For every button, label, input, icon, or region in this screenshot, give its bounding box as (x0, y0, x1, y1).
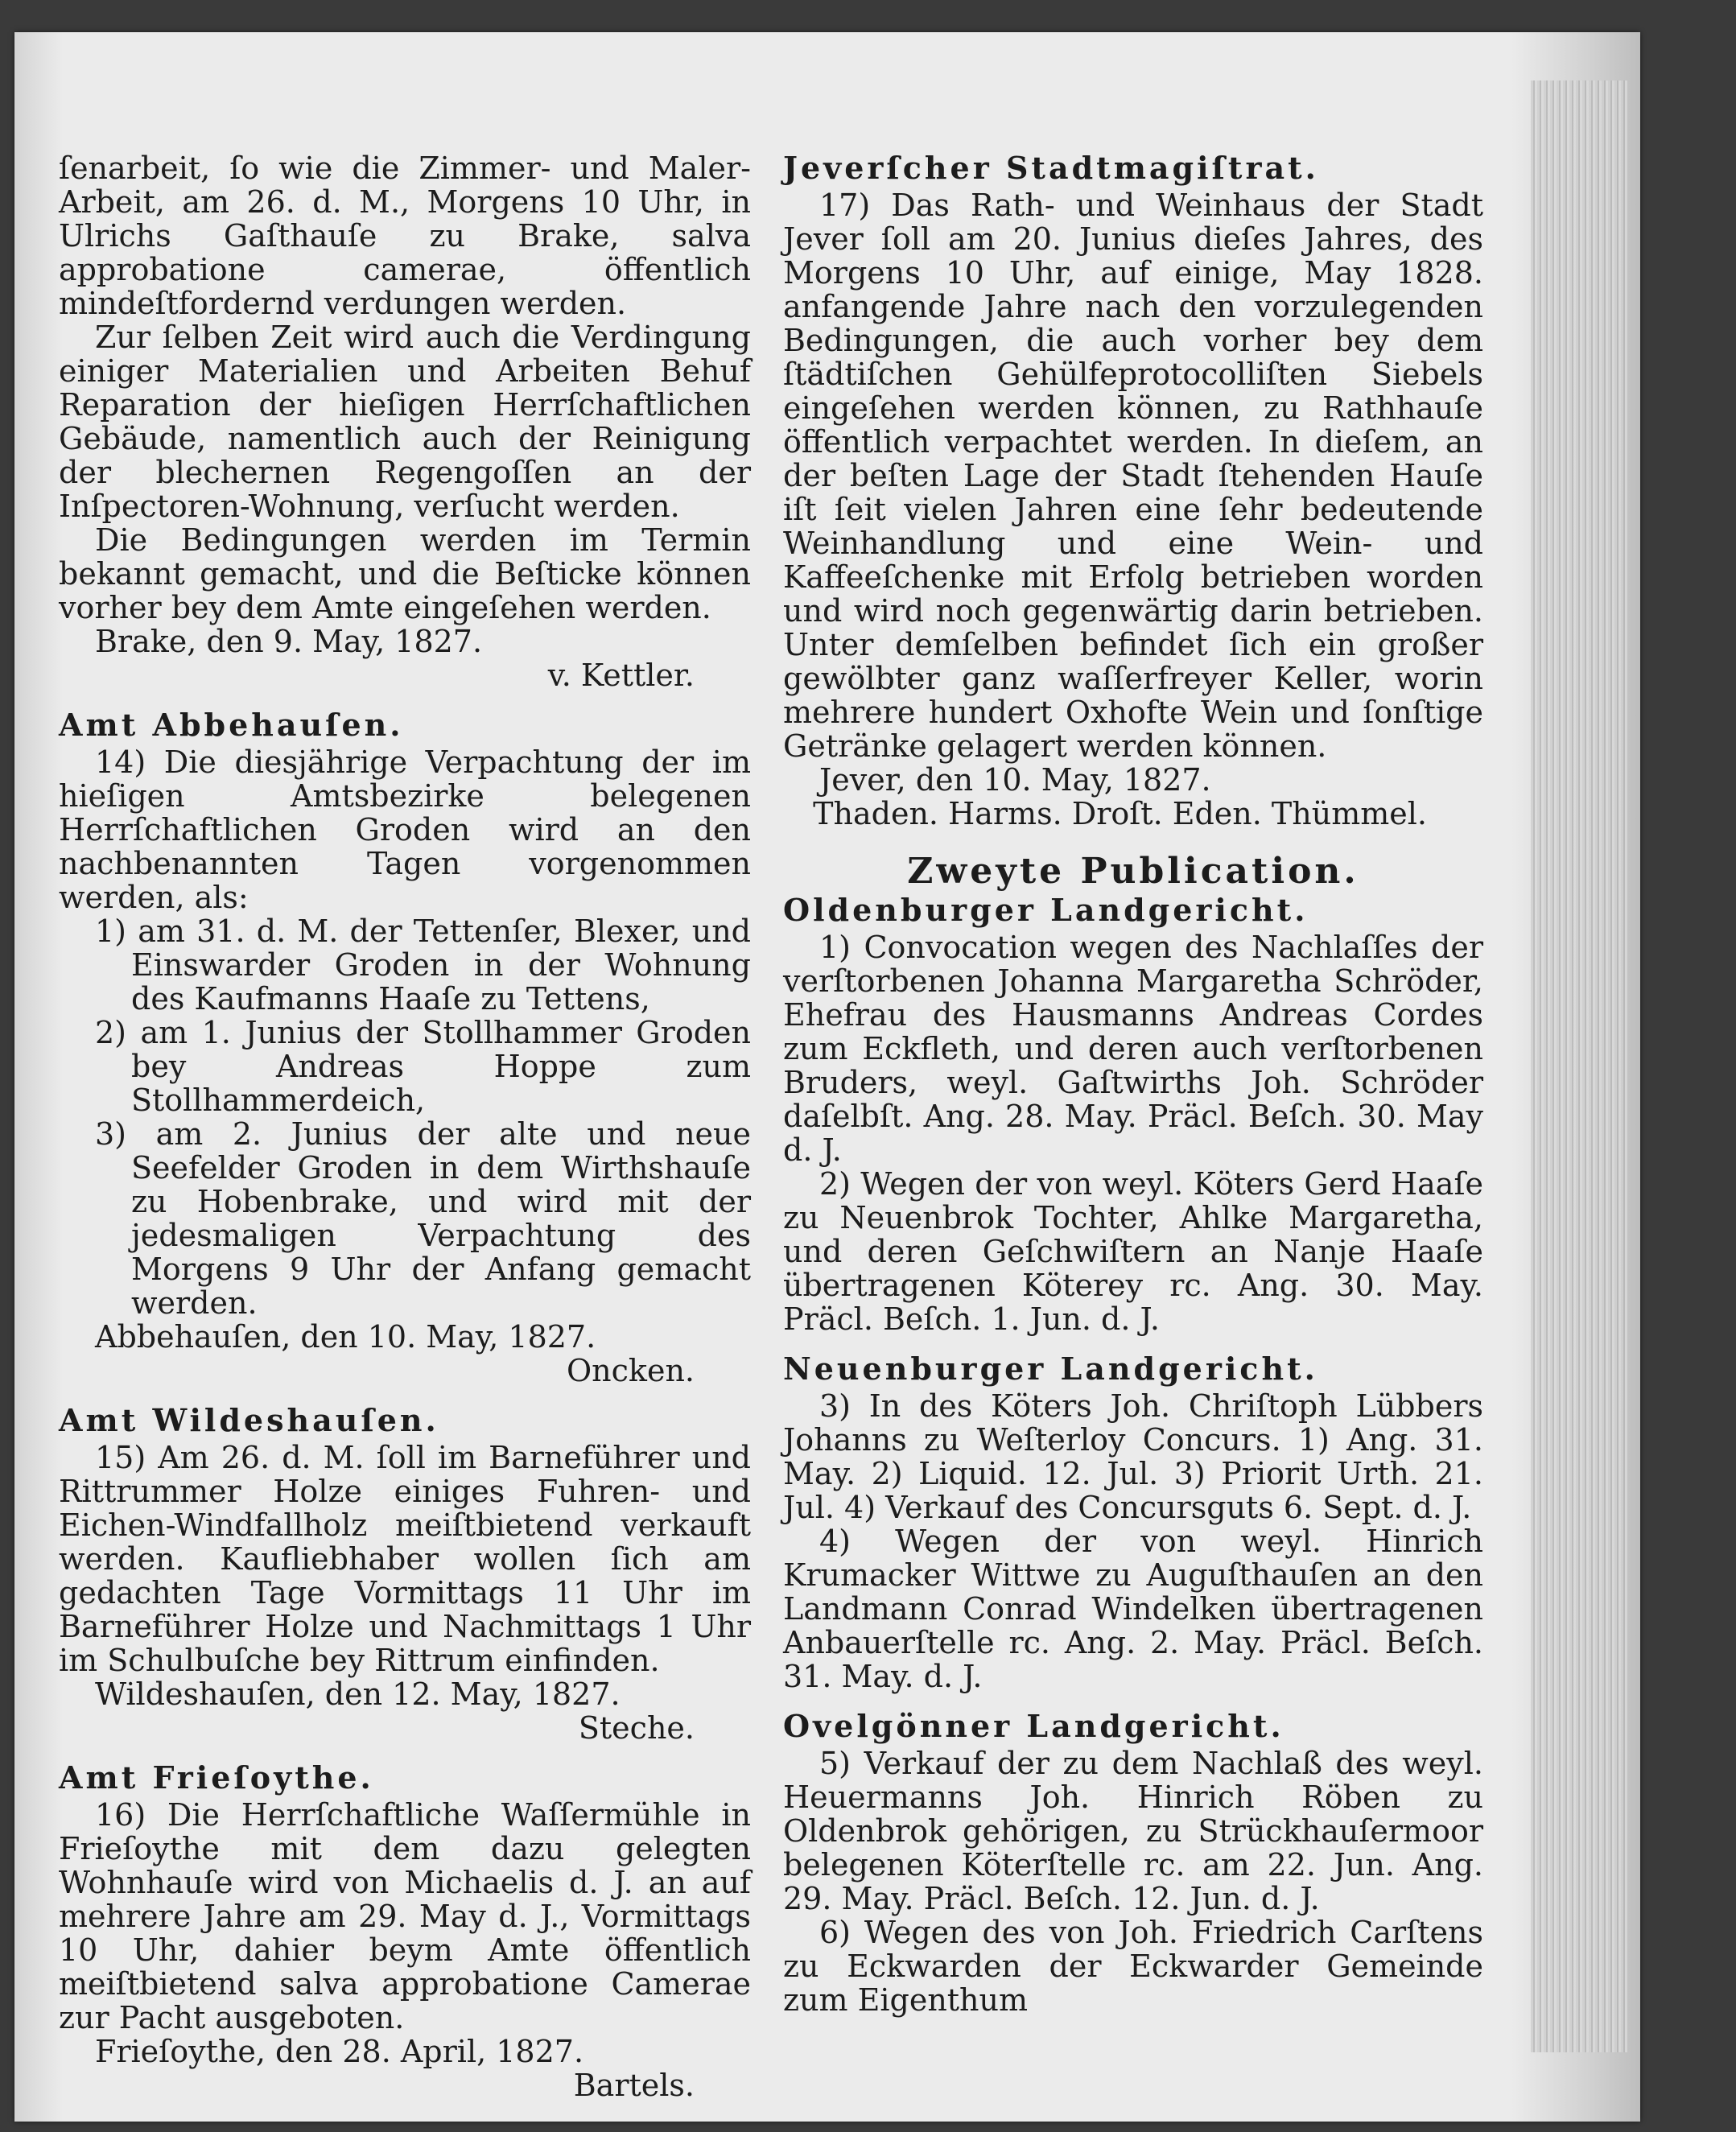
dateline: Wildeshauſen, den 12. May, 1827. (95, 1676, 621, 1712)
newspaper-page (14, 32, 1640, 2122)
signature: Thaden. Harms. Droſt. Eden. Thümmel. (813, 796, 1427, 831)
page-edge (1531, 80, 1627, 2052)
paragraph: 5) Verkauf der zu dem Nachlaß des weyl. Heuermanns Joh. Hinrich Röben zu Oldenbrok gehörigen, zu Strückhauſermoor belegenen Köterſtelle rc. am 22. Jun. Ang. 29. May. Präcl. Beſch. 12. Jun. d. J. (783, 1746, 1483, 1916)
signature: Steche. (578, 1710, 695, 1746)
section-heading: Neuenburger Landgericht. (783, 1351, 1318, 1387)
paragraph: 4) Wegen der von weyl. Hinrich Krumacker Wittwe zu Auguſthauſen an den Landmann Conrad Windelken übertragenen Anbauerſtelle rc. Ang. 2. May. Präcl. Beſch. 31. May. d. J. (783, 1524, 1483, 1694)
paragraph: 3) In des Köters Joh. Chriſtoph Lübbers Johanns zu Weſterloy Concurs. 1) Ang. 31. May. 2) Liquid. 12. Jul. 3) Priorit Urth. 21. Jul. 4) Verkauf des Concursguts 6. Sept. d. J. (783, 1388, 1483, 1525)
paragraph: 6) Wegen des von Joh. Friedrich Carſtens zu Eckwarden der Eckwarder Gemeinde zum Eigenthum (783, 1915, 1483, 2018)
section-heading: Amt Abbehauſen. (59, 707, 404, 743)
signature: v. Kettler. (547, 658, 695, 693)
paragraph: 1) Convocation wegen des Nachlaſſes der verſtorbenen Johanna Margaretha Schröder, Ehefrau des Hausmanns Andreas Cordes zum Eckfleth, und deren auch verſtorbenen Bruders, weyl. Gaſtwirths Joh. Schröder daſelbſt. Ang. 28. May. Präcl. Beſch. 30. May d. J. (783, 930, 1483, 1168)
paragraph: ſenarbeit, ſo wie die Zimmer- und Maler-Arbeit, am 26. d. M., Morgens 10 Uhr, in Ulrichs Gaſthauſe zu Brake, salva approbatione camerae, öffentlich mindeſtfordernd verdungen werden. (59, 151, 751, 321)
paragraph: 15) Am 26. d. M. ſoll im Barneführer und Rittrummer Holze einiges Fuhren- und Eichen-Windfallholz meiſtbietend verkauft werden. Kaufliebhaber wollen ſich am gedachten Tage Vormittags 11 Uhr im Barneführer Holze und Nachmittags 1 Uhr im Schulbuſche bey Rittrum einfinden. (59, 1440, 751, 1678)
signature: Oncken. (567, 1353, 695, 1388)
publication-title: Zweyte Publication. (907, 851, 1359, 892)
list-item: 2) am 1. Junius der Stollhammer Groden bey Andreas Hoppe zum Stollhammerdeich, (95, 1015, 751, 1118)
section-heading: Amt Wildeshauſen. (59, 1402, 439, 1438)
dateline: Brake, den 9. May, 1827. (95, 624, 483, 659)
paragraph: 14) Die diesjährige Verpachtung der im hieſigen Amtsbezirke belegenen Herrſchaftlichen Groden wird an den nachbenannten Tagen vorgenommen werden, als: (59, 744, 751, 915)
section-heading: Amt Frieſoythe. (59, 1759, 374, 1796)
signature: Bartels. (573, 2068, 695, 2103)
list-item: 1) am 31. d. M. der Tettenſer, Blexer, und Einswarder Groden in der Wohnung des Kaufmanns Haaſe zu Tettens, (95, 913, 751, 1017)
right-column (783, 151, 1483, 2017)
paragraph: Die Bedingungen werden im Termin bekannt gemacht, und die Beſticke können vorher bey dem Amte eingeſehen werden. (59, 522, 751, 625)
dateline: Jever, den 10. May, 1827. (819, 762, 1211, 798)
paragraph: 2) Wegen der von weyl. Köters Gerd Haaſe zu Neuenbrok Tochter, Ahlke Margaretha, und deren Geſchwiſtern an Nanje Haaſe übertragenen Köterey rc. Ang. 30. May. Präcl. Beſch. 1. Jun. d. J. (783, 1166, 1483, 1337)
paragraph: 16) Die Herrſchaftliche Waſſermühle in Frieſoythe mit dem dazu gelegten Wohnhauſe wird von Michaelis d. J. an auf mehrere Jahre am 29. May d. J., Vormittags 10 Uhr, dahier beym Amte öffentlich meiſtbietend salva approbatione Camerae zur Pacht ausgeboten. (59, 1797, 751, 2035)
section-heading: Jeverſcher Stadtmagiſtrat. (783, 150, 1319, 186)
paragraph: Zur ſelben Zeit wird auch die Verdingung einiger Materialien und Arbeiten Behuf Reparation der hieſigen Herrſchaftlichen Gebäude, namentlich auch der Reinigung der blechernen Regengoſſen an der Inſpectoren-Wohnung, verſucht werden. (59, 320, 751, 524)
section-heading: Oldenburger Landgericht. (783, 892, 1309, 928)
dateline: Frieſoythe, den 28. April, 1827. (95, 2034, 584, 2069)
dateline: Abbehauſen, den 10. May, 1827. (95, 1319, 596, 1355)
paragraph: 17) Das Rath- und Weinhaus der Stadt Jever ſoll am 20. Junius dieſes Jahres, des Morgens 10 Uhr, auf einige, May 1828. anfangende Jahre nach den vorzulegenden Bedingungen, die auch vorher bey dem ſtädtiſchen Gehülfeprotocolliſten Siebels eingeſehen werden können, zu Rathhauſe öffentlich verpachtet werden. In dieſem, an der beſten Lage der Stadt ſtehenden Hauſe iſt ſeit vielen Jahren eine ſehr bedeutende Weinhandlung und eine Wein- und Kaffeeſchenke mit Erfolg betrieben worden und wird noch gegenwärtig darin betrieben. Unter demſelben befindet ſich ein großer gewölbter ganz waſſerfreyer Keller, worin mehrere hundert Oxhofte Wein und ſonſtige Getränke gelagert werden können. (783, 188, 1483, 764)
left-column (59, 151, 751, 2102)
section-heading: Ovelgönner Landgericht. (783, 1708, 1284, 1744)
list-item: 3) am 2. Junius der alte und neue Seefelder Groden in dem Wirthshauſe zu Hobenbrake, und wird mit der jedesmaligen Verpachtung des Morgens 9 Uhr der Anfang gemacht werden. (95, 1116, 751, 1321)
